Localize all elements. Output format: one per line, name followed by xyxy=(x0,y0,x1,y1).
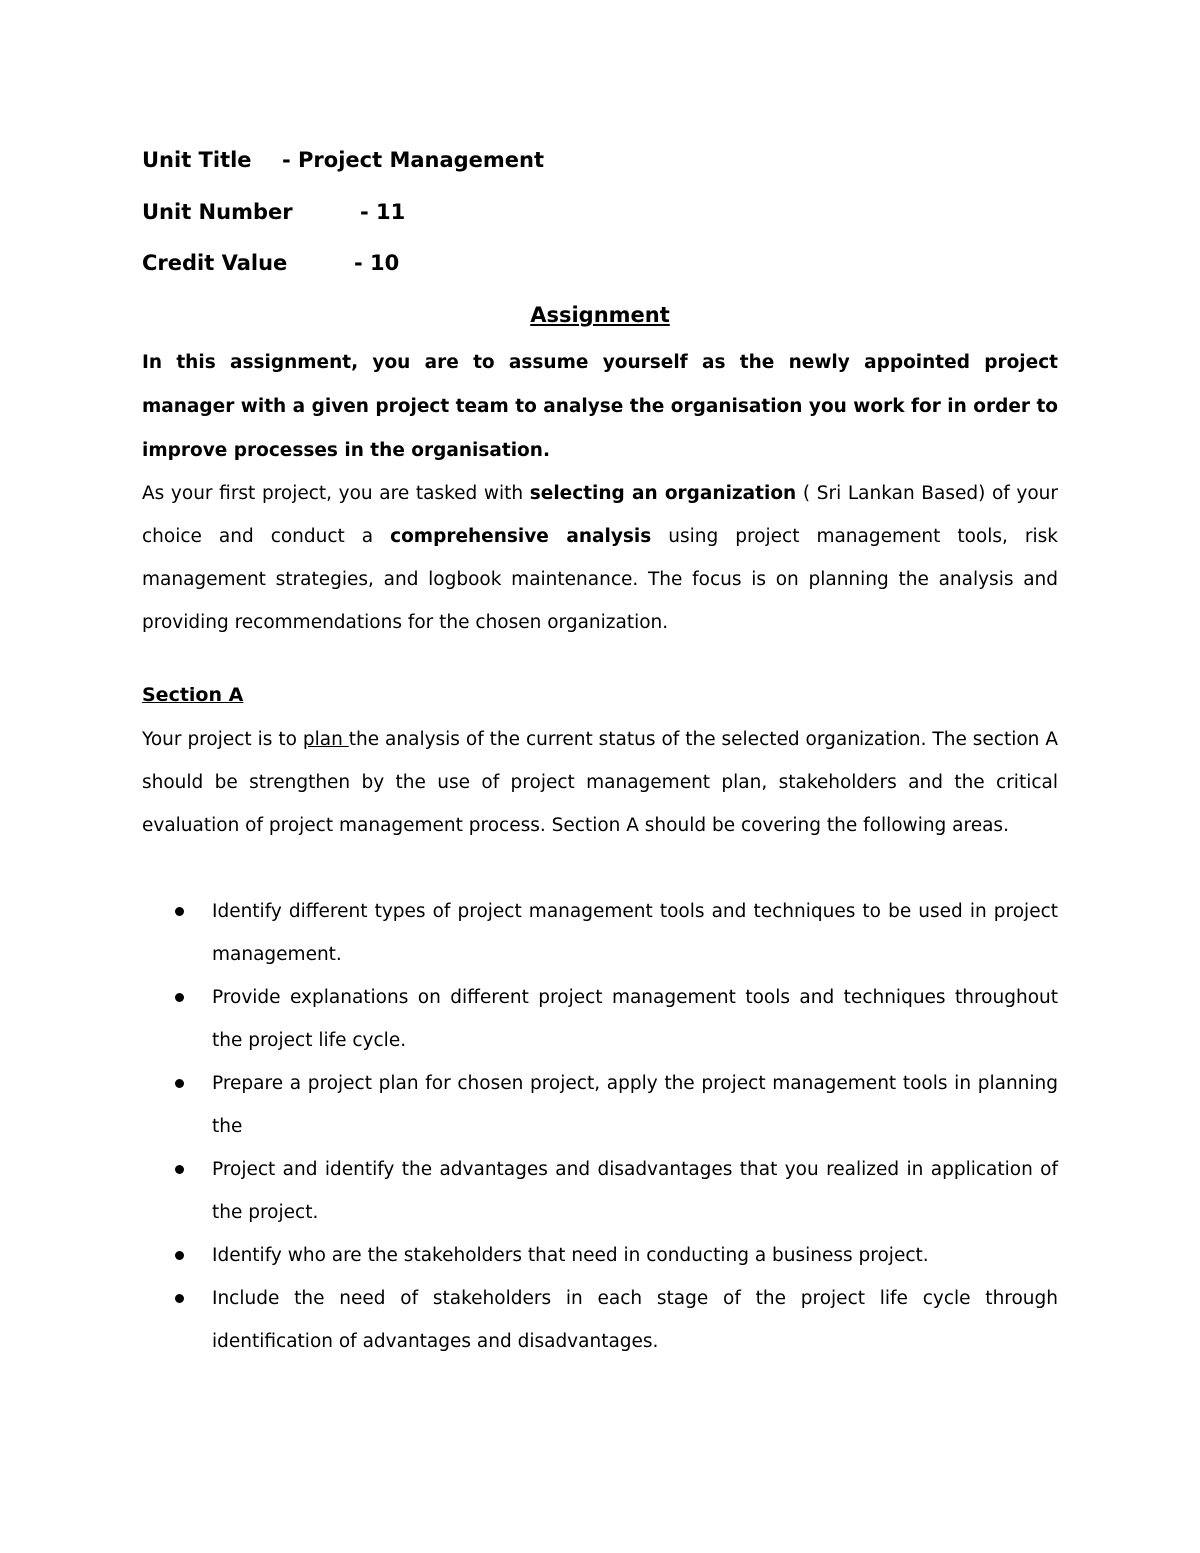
task-paragraph xyxy=(142,472,1058,644)
bullet-icon xyxy=(175,1251,184,1260)
list-item-text: Project and identify the advantages and disadvantages that you realized in application of the project. xyxy=(212,1159,1058,1223)
task-bold-analysis: comprehensive analysis xyxy=(390,526,652,547)
task-text-3: using project management tools, risk management strategies, and logbook maintenance. The focus is on planning the analysis and providing recommendations for the chosen organization. xyxy=(142,526,1058,633)
bullet-icon xyxy=(175,1294,184,1303)
list-item-text: Identify different types of project management tools and techniques to be used in project management. xyxy=(212,901,1058,965)
list-item xyxy=(142,1062,1058,1148)
section-a-text-2: the analysis of the current status of the selected organization. The section A should be strengthen by the use of project management plan, stakeholders and the critical evaluation of project management process. Section A should be covering the following areas. xyxy=(142,729,1058,836)
list-item xyxy=(142,1277,1058,1363)
credit-value-label: Credit Value xyxy=(142,251,288,275)
unit-title-label: Unit Title xyxy=(142,148,252,172)
task-text-2: ( Sri Lankan Based) of your choice and conduct a xyxy=(142,483,1059,547)
unit-title-value: - Project Management xyxy=(282,148,545,172)
section-a-bullet-list xyxy=(142,890,1058,1363)
bullet-icon xyxy=(175,993,184,1002)
unit-number-label: Unit Number xyxy=(142,200,293,224)
section-a-text-1: Your project is to xyxy=(142,729,303,750)
list-item xyxy=(142,976,1058,1062)
section-a-paragraph xyxy=(142,718,1058,847)
list-item-text: Prepare a project plan for chosen project, apply the project management tools in planning the xyxy=(212,1073,1058,1137)
list-item xyxy=(142,1148,1058,1234)
task-text-1: As your first project, you are tasked with xyxy=(142,483,530,504)
bullet-icon xyxy=(175,1079,184,1088)
plan-word: plan xyxy=(302,729,349,750)
bullet-icon xyxy=(175,1165,184,1174)
credit-value-value: - 10 xyxy=(354,251,400,275)
list-item-text: Provide explanations on different project management tools and techniques throughout the project life cycle. xyxy=(212,987,1058,1051)
assignment-heading: Assignment xyxy=(530,303,670,327)
unit-number-value: - 11 xyxy=(360,200,406,224)
task-bold-organization: selecting an organization xyxy=(529,483,797,504)
list-item xyxy=(142,890,1058,976)
list-item xyxy=(142,1234,1058,1277)
list-item-text: Identify who are the stakeholders that need in conducting a business project. xyxy=(212,1245,929,1266)
section-a-title: Section A xyxy=(142,684,244,706)
list-item-text: Include the need of stakeholders in each stage of the project life cycle through identification of advantages and disadvantages. xyxy=(212,1288,1058,1352)
intro-paragraph: In this assignment, you are to assume yourself as the newly appointed project manager with a given project team to analyse the organisation you work for in order to improve processes in the organisation. xyxy=(142,352,1058,461)
bullet-icon xyxy=(175,907,184,916)
